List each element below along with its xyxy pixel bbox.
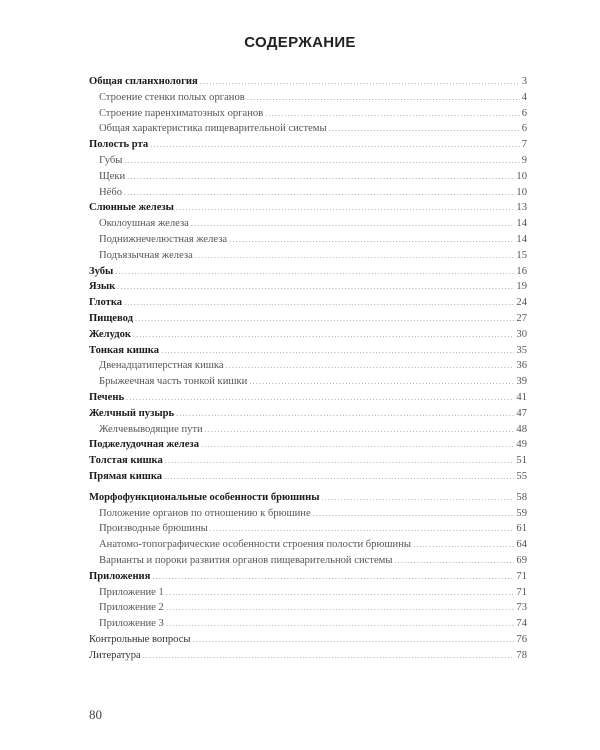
toc-entry[interactable]: [89, 571, 527, 587]
toc-entry[interactable]: [89, 92, 527, 108]
toc-entry[interactable]: [89, 424, 527, 440]
toc-entry-label: Щеки: [99, 170, 126, 182]
toc-entry-page: 74: [516, 618, 527, 630]
toc-entry-page: 16: [516, 265, 527, 277]
toc-entry-label: Поднижнечелюстная железа: [99, 233, 228, 245]
toc-entry[interactable]: [89, 439, 527, 455]
toc-entry-page: 24: [516, 297, 527, 309]
toc-entry[interactable]: [89, 650, 527, 666]
dot-leader: [124, 156, 519, 165]
toc-entry[interactable]: [89, 123, 527, 139]
toc-entry-label: Губы: [99, 154, 123, 166]
dot-leader: [226, 361, 515, 370]
dot-leader: [201, 440, 514, 449]
toc-entry-label: Язык: [89, 281, 116, 293]
toc-entry-label: Желчный пузырь: [89, 407, 175, 419]
toc-entry[interactable]: [89, 218, 527, 234]
toc-entry[interactable]: [89, 329, 527, 345]
dot-leader: [176, 203, 514, 212]
dot-leader: [329, 124, 520, 133]
table-of-contents: [89, 76, 527, 665]
toc-entry-page: 64: [516, 539, 527, 551]
toc-entry[interactable]: [89, 171, 527, 187]
toc-entry-page: 71: [516, 586, 527, 598]
toc-entry-page: 47: [516, 407, 527, 419]
toc-entry-label: Приложение 3: [99, 618, 164, 630]
toc-entry-page: 15: [516, 249, 527, 261]
toc-entry[interactable]: [89, 523, 527, 539]
toc-entry-label: Глотка: [89, 297, 123, 309]
toc-entry-label: Поджелудочная железа: [89, 439, 199, 451]
toc-entry[interactable]: [89, 266, 527, 282]
toc-entry-label: Общая характеристика пищеварительной системы: [99, 123, 327, 135]
toc-entry[interactable]: [89, 187, 527, 203]
toc-entry[interactable]: [89, 392, 527, 408]
toc-entry[interactable]: [89, 555, 527, 571]
toc-entry-label: Приложение 1: [99, 586, 164, 598]
dot-leader: [127, 172, 514, 181]
dot-leader: [249, 377, 514, 386]
toc-entry[interactable]: [89, 297, 527, 313]
toc-entry-label: Слюнные железы: [89, 202, 174, 214]
toc-entry-page: 10: [516, 186, 527, 198]
toc-entry-label: Подъязычная железа: [99, 249, 193, 261]
toc-entry-page: 48: [516, 423, 527, 435]
toc-entry[interactable]: [89, 618, 527, 634]
dot-leader: [126, 393, 514, 402]
toc-entry-label: Полость рта: [89, 139, 149, 151]
dot-leader: [176, 409, 514, 418]
dot-leader: [152, 572, 514, 581]
toc-entry-page: 7: [521, 139, 527, 151]
toc-entry[interactable]: [89, 602, 527, 618]
toc-entry-page: 19: [516, 281, 527, 293]
toc-entry-label: Нёбо: [99, 186, 123, 198]
toc-entry[interactable]: [89, 508, 527, 524]
toc-entry-label: Приложение 2: [99, 602, 164, 614]
toc-entry-label: Литература: [89, 649, 141, 661]
dot-leader: [210, 524, 515, 533]
toc-entry-page: 3: [521, 76, 527, 87]
dot-leader: [161, 346, 514, 355]
dot-leader: [205, 425, 515, 434]
dot-leader: [115, 267, 514, 276]
dot-leader: [322, 493, 515, 502]
toc-entry-page: 27: [516, 312, 527, 324]
toc-entry-label: Анатомо-топографические особенности строения полости брюшины: [99, 539, 411, 551]
toc-entry[interactable]: [89, 634, 527, 650]
toc-entry-page: 55: [516, 470, 527, 482]
toc-entry-page: 58: [516, 491, 527, 503]
toc-entry-label: Строение стенки полых органов: [99, 91, 245, 103]
toc-entry-label: Общая спланхнология: [89, 76, 198, 87]
dot-leader: [313, 509, 515, 518]
toc-entry-label: Производные брюшины: [99, 523, 208, 535]
toc-entry-page: 73: [516, 602, 527, 614]
toc-entry-label: Околоушная железа: [99, 218, 189, 230]
toc-entry-page: 59: [516, 507, 527, 519]
toc-entry[interactable]: [89, 539, 527, 555]
toc-entry-label: Зубы: [89, 265, 114, 277]
toc-entry[interactable]: [89, 108, 527, 124]
toc-entry-page: 71: [516, 570, 527, 582]
dot-leader: [200, 77, 520, 86]
toc-entry[interactable]: [89, 376, 527, 392]
toc-entry-page: 9: [521, 154, 527, 166]
dot-leader: [135, 314, 514, 323]
toc-entry[interactable]: [89, 587, 527, 603]
page-title: СОДЕРЖАНИЕ: [244, 34, 356, 51]
toc-entry[interactable]: [89, 155, 527, 171]
toc-entry-label: Строение паренхиматозных органов: [99, 107, 264, 119]
toc-entry[interactable]: [89, 234, 527, 250]
toc-entry-label: Пищевод: [89, 312, 133, 324]
dot-leader: [133, 330, 514, 339]
toc-entry[interactable]: [89, 408, 527, 424]
dot-leader: [193, 635, 515, 644]
toc-entry-page: 36: [516, 360, 527, 372]
dot-leader: [166, 603, 515, 612]
toc-entry-label: Желчевыводящие пути: [99, 423, 203, 435]
toc-entry-label: Положение органов по отношению к брюшине: [99, 507, 311, 519]
toc-entry[interactable]: [89, 281, 527, 297]
dot-leader: [117, 282, 514, 291]
toc-entry-page: 41: [516, 391, 527, 403]
toc-entry-label: Морфофункциональные особенности брюшины: [89, 491, 320, 503]
toc-entry-label: Печень: [89, 391, 125, 403]
toc-entry[interactable]: [89, 471, 527, 487]
toc-entry-page: 51: [516, 455, 527, 467]
toc-entry-label: Тонкая кишка: [89, 344, 160, 356]
toc-entry[interactable]: [89, 455, 527, 471]
toc-entry-page: 30: [516, 328, 527, 340]
dot-leader: [247, 93, 520, 102]
toc-entry-label: Толстая кишка: [89, 455, 163, 467]
toc-entry-page: 13: [516, 202, 527, 214]
dot-leader: [164, 472, 514, 481]
toc-entry-label: Контрольные вопросы: [89, 633, 191, 645]
dot-leader: [124, 188, 514, 197]
dot-leader: [124, 298, 514, 307]
dot-leader: [166, 588, 515, 597]
toc-entry[interactable]: [89, 250, 527, 266]
dot-leader: [394, 556, 514, 565]
toc-entry-page: 6: [521, 107, 527, 119]
toc-entry-page: 61: [516, 523, 527, 535]
toc-entry[interactable]: [89, 139, 527, 155]
toc-entry-page: 78: [516, 649, 527, 661]
dot-leader: [191, 219, 515, 228]
toc-entry-page: 69: [516, 554, 527, 566]
toc-entry-page: 6: [521, 123, 527, 135]
toc-entry-page: 4: [521, 91, 527, 103]
dot-leader: [150, 140, 520, 149]
toc-entry-page: 76: [516, 633, 527, 645]
toc-entry-page: 14: [516, 218, 527, 230]
toc-entry-label: Брыжеечная часть тонкой кишки: [99, 376, 248, 388]
toc-entry-label: Двенадцатиперстная кишка: [99, 360, 224, 372]
toc-entry[interactable]: [89, 76, 527, 92]
dot-leader: [165, 456, 515, 465]
toc-entry-page: 10: [516, 170, 527, 182]
toc-entry[interactable]: [89, 345, 527, 361]
toc-entry[interactable]: [89, 360, 527, 376]
dot-leader: [413, 540, 514, 549]
toc-entry-label: Варианты и пороки развития органов пищеварительной системы: [99, 554, 393, 566]
page-number: 80: [89, 707, 102, 722]
toc-entry-label: Желудок: [89, 328, 131, 340]
toc-entry-label: Приложения: [89, 570, 151, 582]
dot-leader: [229, 235, 514, 244]
toc-entry-page: 14: [516, 233, 527, 245]
toc-entry-page: 39: [516, 376, 527, 388]
dot-leader: [166, 619, 515, 628]
toc-entry-page: 35: [516, 344, 527, 356]
dot-leader: [195, 251, 515, 260]
dot-leader: [265, 109, 520, 118]
toc-entry-label: Прямая кишка: [89, 470, 163, 482]
dot-leader: [143, 651, 515, 660]
toc-entry-page: 49: [516, 439, 527, 451]
toc-entry[interactable]: [89, 202, 527, 218]
toc-entry[interactable]: [89, 313, 527, 329]
toc-entry[interactable]: [89, 492, 527, 508]
